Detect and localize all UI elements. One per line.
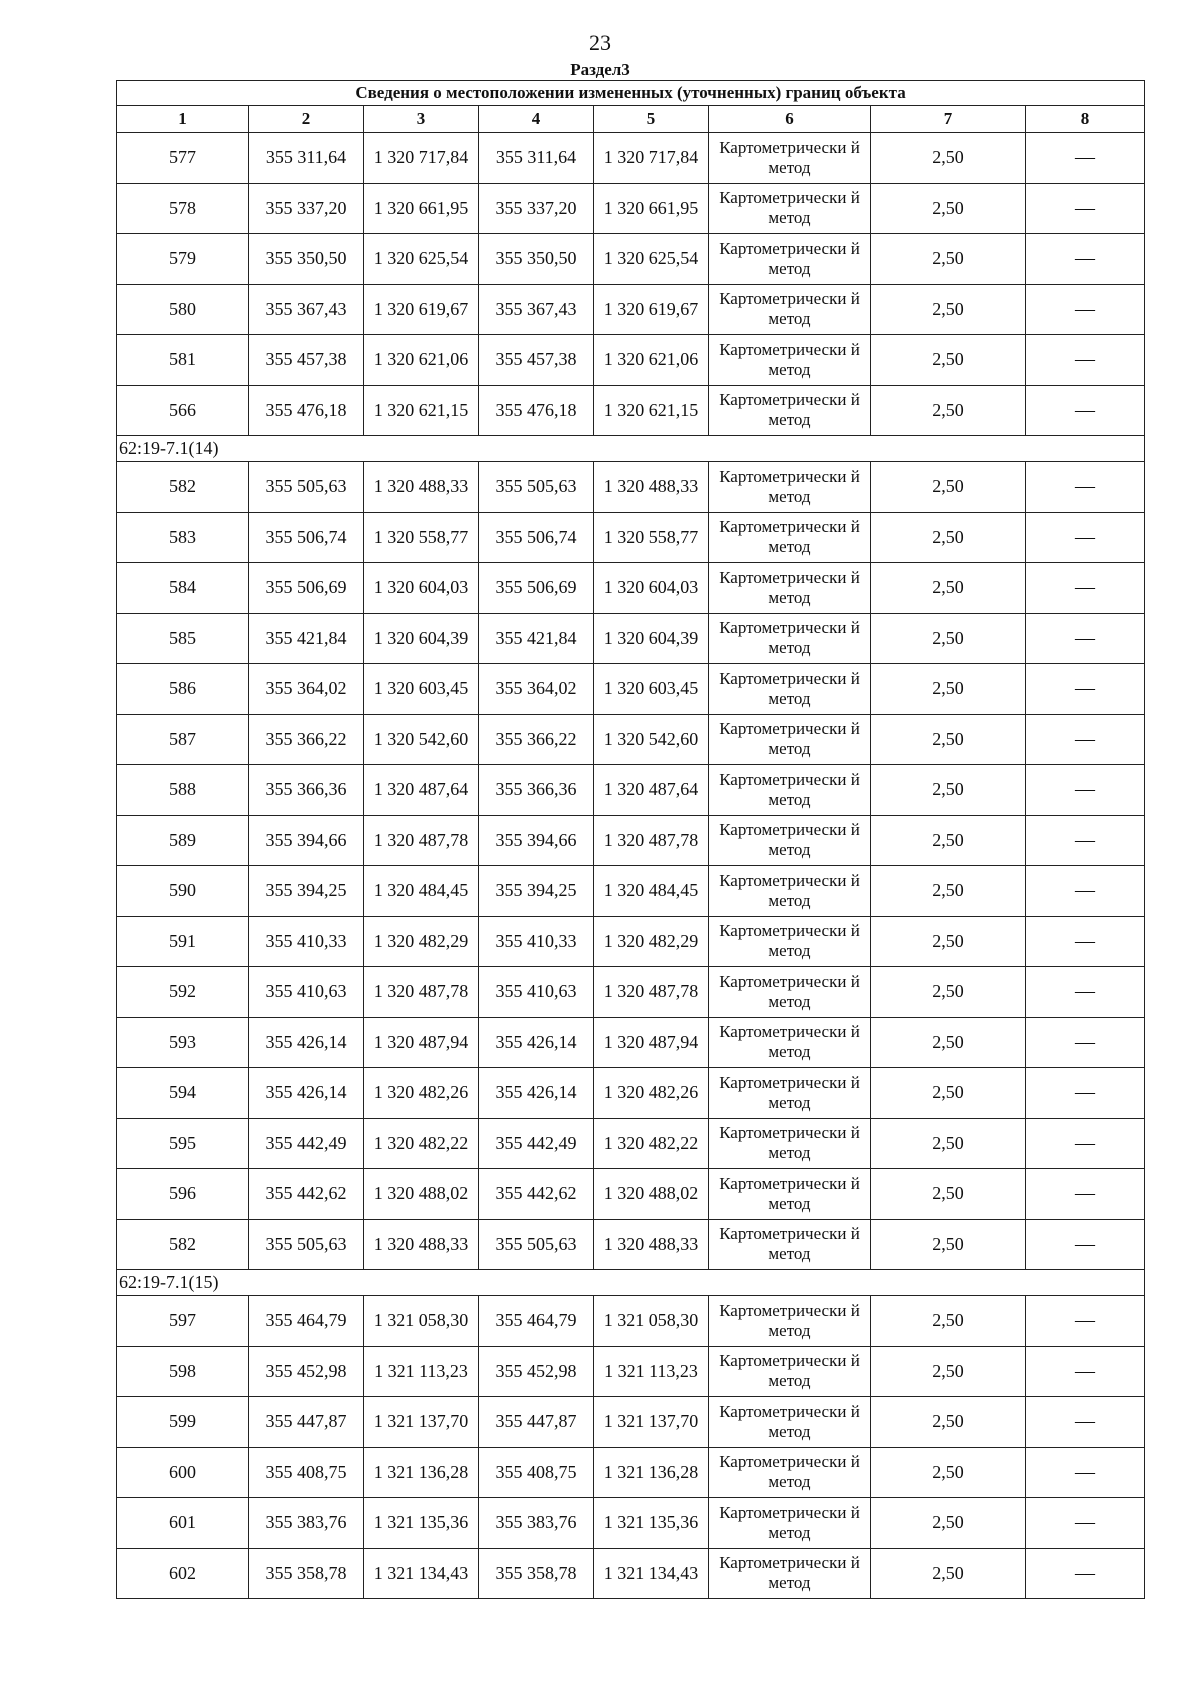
cell-col-1: 596 <box>117 1169 249 1220</box>
cell-col-8: — <box>1026 183 1145 234</box>
cell-col-1: 591 <box>117 916 249 967</box>
group-label: 62:19-7.1(15) <box>117 1270 1145 1296</box>
table-row <box>117 563 1145 614</box>
cell-col-5: 1 321 136,28 <box>594 1447 709 1498</box>
cell-col-3: 1 320 487,94 <box>364 1017 479 1068</box>
cell-col-4: 355 457,38 <box>479 335 594 386</box>
cell-col-1: 602 <box>117 1548 249 1599</box>
table-row <box>117 133 1145 184</box>
cell-col-6: Картометрически й метод <box>709 284 871 335</box>
cell-col-6: Картометрически й метод <box>709 563 871 614</box>
cell-col-2: 355 447,87 <box>249 1397 364 1448</box>
cell-col-4: 355 426,14 <box>479 1017 594 1068</box>
cell-col-2: 355 394,25 <box>249 866 364 917</box>
cell-col-4: 355 410,63 <box>479 967 594 1018</box>
cell-col-8: — <box>1026 613 1145 664</box>
group-label: 62:19-7.1(14) <box>117 436 1145 462</box>
cell-col-5: 1 320 717,84 <box>594 133 709 184</box>
cell-col-8: — <box>1026 1548 1145 1599</box>
cell-col-6: Картометрически й метод <box>709 1017 871 1068</box>
cell-col-5: 1 320 488,02 <box>594 1169 709 1220</box>
cell-col-1: 593 <box>117 1017 249 1068</box>
cell-col-5: 1 321 135,36 <box>594 1498 709 1549</box>
cell-col-1: 600 <box>117 1447 249 1498</box>
cell-col-4: 355 311,64 <box>479 133 594 184</box>
cell-col-2: 355 442,62 <box>249 1169 364 1220</box>
cell-col-5: 1 320 482,29 <box>594 916 709 967</box>
cell-col-5: 1 320 484,45 <box>594 866 709 917</box>
cell-col-1: 580 <box>117 284 249 335</box>
column-number-row <box>117 106 1145 133</box>
cell-col-1: 582 <box>117 462 249 513</box>
table-row <box>117 1296 1145 1347</box>
cell-col-7: 2,50 <box>871 1447 1026 1498</box>
cell-col-2: 355 421,84 <box>249 613 364 664</box>
cell-col-6: Картометрически й метод <box>709 385 871 436</box>
column-number-1: 1 <box>117 106 249 133</box>
cell-col-6: Картометрически й метод <box>709 512 871 563</box>
cell-col-7: 2,50 <box>871 563 1026 614</box>
cell-col-8: — <box>1026 916 1145 967</box>
cell-col-2: 355 476,18 <box>249 385 364 436</box>
cell-col-4: 355 464,79 <box>479 1296 594 1347</box>
cell-col-7: 2,50 <box>871 664 1026 715</box>
table-row <box>117 385 1145 436</box>
cell-col-6: Картометрически й метод <box>709 714 871 765</box>
cell-col-3: 1 320 482,29 <box>364 916 479 967</box>
table-caption: Сведения о местоположении измененных (уточненных) границ объекта <box>117 81 1145 106</box>
table-row <box>117 714 1145 765</box>
cell-col-6: Картометрически й метод <box>709 1548 871 1599</box>
cell-col-7: 2,50 <box>871 815 1026 866</box>
cell-col-8: — <box>1026 133 1145 184</box>
cell-col-8: — <box>1026 714 1145 765</box>
cell-col-4: 355 337,20 <box>479 183 594 234</box>
cell-col-4: 355 426,14 <box>479 1068 594 1119</box>
cell-col-2: 355 426,14 <box>249 1068 364 1119</box>
cell-col-2: 355 358,78 <box>249 1548 364 1599</box>
cell-col-2: 355 337,20 <box>249 183 364 234</box>
cell-col-5: 1 321 113,23 <box>594 1346 709 1397</box>
cell-col-7: 2,50 <box>871 866 1026 917</box>
cell-col-4: 355 476,18 <box>479 385 594 436</box>
table-row <box>117 1447 1145 1498</box>
table-row <box>117 815 1145 866</box>
cell-col-7: 2,50 <box>871 916 1026 967</box>
cell-col-4: 355 394,66 <box>479 815 594 866</box>
column-number-8: 8 <box>1026 106 1145 133</box>
table-row <box>117 1017 1145 1068</box>
cell-col-4: 355 442,49 <box>479 1118 594 1169</box>
cell-col-2: 355 366,36 <box>249 765 364 816</box>
cell-col-2: 355 505,63 <box>249 462 364 513</box>
boundary-coordinates-table <box>116 80 1145 1599</box>
cell-col-5: 1 321 058,30 <box>594 1296 709 1347</box>
cell-col-3: 1 320 484,45 <box>364 866 479 917</box>
cell-col-3: 1 321 136,28 <box>364 1447 479 1498</box>
cell-col-8: — <box>1026 664 1145 715</box>
cell-col-5: 1 320 604,39 <box>594 613 709 664</box>
column-number-5: 5 <box>594 106 709 133</box>
cell-col-5: 1 320 487,78 <box>594 815 709 866</box>
cell-col-5: 1 320 603,45 <box>594 664 709 715</box>
table-row <box>117 967 1145 1018</box>
table-body <box>117 133 1145 1599</box>
cell-col-1: 582 <box>117 1219 249 1270</box>
cell-col-5: 1 320 625,54 <box>594 234 709 285</box>
cell-col-7: 2,50 <box>871 1346 1026 1397</box>
cell-col-3: 1 320 625,54 <box>364 234 479 285</box>
table-row <box>117 284 1145 335</box>
cell-col-8: — <box>1026 563 1145 614</box>
cell-col-7: 2,50 <box>871 183 1026 234</box>
cell-col-7: 2,50 <box>871 512 1026 563</box>
cell-col-1: 566 <box>117 385 249 436</box>
table-row <box>117 1397 1145 1448</box>
cell-col-3: 1 320 621,15 <box>364 385 479 436</box>
cell-col-4: 355 366,36 <box>479 765 594 816</box>
table-row <box>117 1498 1145 1549</box>
cell-col-6: Картометрически й метод <box>709 1346 871 1397</box>
cell-col-1: 595 <box>117 1118 249 1169</box>
cell-col-2: 355 394,66 <box>249 815 364 866</box>
cell-col-7: 2,50 <box>871 967 1026 1018</box>
cell-col-2: 355 366,22 <box>249 714 364 765</box>
cell-col-4: 355 364,02 <box>479 664 594 715</box>
cell-col-5: 1 320 487,64 <box>594 765 709 816</box>
cell-col-5: 1 320 482,26 <box>594 1068 709 1119</box>
cell-col-7: 2,50 <box>871 462 1026 513</box>
column-number-7: 7 <box>871 106 1026 133</box>
section-title: Раздел3 <box>570 60 630 79</box>
cell-col-8: — <box>1026 1447 1145 1498</box>
cell-col-3: 1 321 113,23 <box>364 1346 479 1397</box>
cell-col-3: 1 320 621,06 <box>364 335 479 386</box>
cell-col-2: 355 426,14 <box>249 1017 364 1068</box>
cell-col-1: 577 <box>117 133 249 184</box>
cell-col-6: Картометрически й метод <box>709 1068 871 1119</box>
cell-col-6: Картометрически й метод <box>709 1498 871 1549</box>
cell-col-8: — <box>1026 815 1145 866</box>
cell-col-6: Картометрически й метод <box>709 916 871 967</box>
cell-col-4: 355 408,75 <box>479 1447 594 1498</box>
cell-col-7: 2,50 <box>871 714 1026 765</box>
cell-col-3: 1 321 137,70 <box>364 1397 479 1448</box>
cell-col-8: — <box>1026 1118 1145 1169</box>
cell-col-1: 585 <box>117 613 249 664</box>
table-row <box>117 183 1145 234</box>
cell-col-5: 1 321 134,43 <box>594 1548 709 1599</box>
cell-col-5: 1 320 558,77 <box>594 512 709 563</box>
cell-col-3: 1 321 134,43 <box>364 1548 479 1599</box>
table-row <box>117 335 1145 386</box>
cell-col-5: 1 320 604,03 <box>594 563 709 614</box>
cell-col-8: — <box>1026 765 1145 816</box>
cell-col-2: 355 367,43 <box>249 284 364 335</box>
cell-col-1: 579 <box>117 234 249 285</box>
cell-col-2: 355 410,33 <box>249 916 364 967</box>
cell-col-1: 587 <box>117 714 249 765</box>
cell-col-8: — <box>1026 1397 1145 1448</box>
table-row <box>117 613 1145 664</box>
cell-col-8: — <box>1026 967 1145 1018</box>
table-row <box>117 462 1145 513</box>
cell-col-8: — <box>1026 1068 1145 1119</box>
group-header-row <box>117 436 1145 462</box>
column-number-4: 4 <box>479 106 594 133</box>
table-row <box>117 512 1145 563</box>
cell-col-1: 581 <box>117 335 249 386</box>
cell-col-6: Картометрически й метод <box>709 133 871 184</box>
cell-col-4: 355 358,78 <box>479 1548 594 1599</box>
cell-col-8: — <box>1026 284 1145 335</box>
cell-col-7: 2,50 <box>871 1169 1026 1220</box>
cell-col-5: 1 320 487,78 <box>594 967 709 1018</box>
cell-col-5: 1 320 619,67 <box>594 284 709 335</box>
cell-col-8: — <box>1026 385 1145 436</box>
cell-col-2: 355 350,50 <box>249 234 364 285</box>
cell-col-5: 1 320 661,95 <box>594 183 709 234</box>
cell-col-4: 355 350,50 <box>479 234 594 285</box>
cell-col-5: 1 320 487,94 <box>594 1017 709 1068</box>
cell-col-3: 1 320 558,77 <box>364 512 479 563</box>
table-row <box>117 916 1145 967</box>
cell-col-4: 355 506,69 <box>479 563 594 614</box>
cell-col-3: 1 320 717,84 <box>364 133 479 184</box>
cell-col-2: 355 408,75 <box>249 1447 364 1498</box>
cell-col-4: 355 505,63 <box>479 1219 594 1270</box>
table-row <box>117 234 1145 285</box>
table-row <box>117 1219 1145 1270</box>
cell-col-3: 1 320 488,33 <box>364 462 479 513</box>
cell-col-4: 355 383,76 <box>479 1498 594 1549</box>
cell-col-4: 355 505,63 <box>479 462 594 513</box>
cell-col-2: 355 457,38 <box>249 335 364 386</box>
cell-col-7: 2,50 <box>871 1118 1026 1169</box>
page-number: 23 <box>589 30 611 55</box>
cell-col-5: 1 320 488,33 <box>594 462 709 513</box>
cell-col-2: 355 311,64 <box>249 133 364 184</box>
cell-col-4: 355 367,43 <box>479 284 594 335</box>
table-row <box>117 1068 1145 1119</box>
cell-col-6: Картометрически й метод <box>709 335 871 386</box>
cell-col-2: 355 506,74 <box>249 512 364 563</box>
cell-col-7: 2,50 <box>871 1296 1026 1347</box>
cell-col-3: 1 320 604,03 <box>364 563 479 614</box>
cell-col-4: 355 452,98 <box>479 1346 594 1397</box>
cell-col-5: 1 320 488,33 <box>594 1219 709 1270</box>
cell-col-5: 1 320 621,15 <box>594 385 709 436</box>
cell-col-5: 1 320 542,60 <box>594 714 709 765</box>
cell-col-3: 1 320 542,60 <box>364 714 479 765</box>
cell-col-1: 578 <box>117 183 249 234</box>
cell-col-8: — <box>1026 1017 1145 1068</box>
cell-col-2: 355 452,98 <box>249 1346 364 1397</box>
cell-col-8: — <box>1026 1169 1145 1220</box>
cell-col-3: 1 320 487,78 <box>364 967 479 1018</box>
cell-col-6: Картометрически й метод <box>709 1447 871 1498</box>
cell-col-7: 2,50 <box>871 385 1026 436</box>
cell-col-1: 601 <box>117 1498 249 1549</box>
cell-col-7: 2,50 <box>871 133 1026 184</box>
cell-col-6: Картометрически й метод <box>709 765 871 816</box>
cell-col-2: 355 464,79 <box>249 1296 364 1347</box>
cell-col-7: 2,50 <box>871 1068 1026 1119</box>
column-number-2: 2 <box>249 106 364 133</box>
cell-col-6: Картометрически й метод <box>709 1118 871 1169</box>
cell-col-2: 355 383,76 <box>249 1498 364 1549</box>
cell-col-6: Картометрически й метод <box>709 462 871 513</box>
cell-col-3: 1 320 487,78 <box>364 815 479 866</box>
cell-col-1: 592 <box>117 967 249 1018</box>
cell-col-3: 1 321 135,36 <box>364 1498 479 1549</box>
cell-col-7: 2,50 <box>871 234 1026 285</box>
table-row <box>117 1548 1145 1599</box>
cell-col-6: Картометрически й метод <box>709 613 871 664</box>
cell-col-3: 1 320 482,26 <box>364 1068 479 1119</box>
cell-col-2: 355 442,49 <box>249 1118 364 1169</box>
cell-col-5: 1 321 137,70 <box>594 1397 709 1448</box>
cell-col-7: 2,50 <box>871 284 1026 335</box>
cell-col-7: 2,50 <box>871 1548 1026 1599</box>
cell-col-7: 2,50 <box>871 1397 1026 1448</box>
cell-col-7: 2,50 <box>871 1219 1026 1270</box>
cell-col-5: 1 320 482,22 <box>594 1118 709 1169</box>
cell-col-8: — <box>1026 234 1145 285</box>
cell-col-3: 1 320 487,64 <box>364 765 479 816</box>
cell-col-8: — <box>1026 462 1145 513</box>
table-row <box>117 1169 1145 1220</box>
cell-col-6: Картометрически й метод <box>709 1219 871 1270</box>
cell-col-3: 1 320 488,33 <box>364 1219 479 1270</box>
cell-col-6: Картометрически й метод <box>709 967 871 1018</box>
cell-col-8: — <box>1026 1296 1145 1347</box>
group-header-row <box>117 1270 1145 1296</box>
cell-col-4: 355 366,22 <box>479 714 594 765</box>
cell-col-3: 1 320 603,45 <box>364 664 479 715</box>
cell-col-4: 355 442,62 <box>479 1169 594 1220</box>
cell-col-7: 2,50 <box>871 335 1026 386</box>
cell-col-5: 1 320 621,06 <box>594 335 709 386</box>
cell-col-8: — <box>1026 1346 1145 1397</box>
cell-col-3: 1 320 482,22 <box>364 1118 479 1169</box>
cell-col-7: 2,50 <box>871 1498 1026 1549</box>
cell-col-6: Картометрически й метод <box>709 1169 871 1220</box>
cell-col-1: 589 <box>117 815 249 866</box>
cell-col-3: 1 320 604,39 <box>364 613 479 664</box>
cell-col-1: 586 <box>117 664 249 715</box>
table-caption-row <box>117 81 1145 106</box>
cell-col-3: 1 320 619,67 <box>364 284 479 335</box>
cell-col-2: 355 410,63 <box>249 967 364 1018</box>
cell-col-6: Картометрически й метод <box>709 664 871 715</box>
cell-col-6: Картометрически й метод <box>709 234 871 285</box>
cell-col-6: Картометрически й метод <box>709 815 871 866</box>
cell-col-1: 588 <box>117 765 249 816</box>
table-row <box>117 664 1145 715</box>
cell-col-1: 597 <box>117 1296 249 1347</box>
cell-col-2: 355 506,69 <box>249 563 364 614</box>
table-row <box>117 866 1145 917</box>
cell-col-7: 2,50 <box>871 1017 1026 1068</box>
cell-col-1: 598 <box>117 1346 249 1397</box>
cell-col-3: 1 320 661,95 <box>364 183 479 234</box>
cell-col-6: Картометрически й метод <box>709 1296 871 1347</box>
cell-col-1: 594 <box>117 1068 249 1119</box>
table-row <box>117 1346 1145 1397</box>
cell-col-3: 1 321 058,30 <box>364 1296 479 1347</box>
cell-col-6: Картометрически й метод <box>709 1397 871 1448</box>
cell-col-8: — <box>1026 335 1145 386</box>
cell-col-8: — <box>1026 1498 1145 1549</box>
table-row <box>117 765 1145 816</box>
cell-col-7: 2,50 <box>871 613 1026 664</box>
cell-col-1: 590 <box>117 866 249 917</box>
cell-col-8: — <box>1026 866 1145 917</box>
cell-col-1: 599 <box>117 1397 249 1448</box>
cell-col-6: Картометрически й метод <box>709 866 871 917</box>
cell-col-4: 355 421,84 <box>479 613 594 664</box>
cell-col-7: 2,50 <box>871 765 1026 816</box>
cell-col-8: — <box>1026 1219 1145 1270</box>
cell-col-6: Картометрически й метод <box>709 183 871 234</box>
cell-col-4: 355 506,74 <box>479 512 594 563</box>
column-number-6: 6 <box>709 106 871 133</box>
cell-col-3: 1 320 488,02 <box>364 1169 479 1220</box>
cell-col-2: 355 505,63 <box>249 1219 364 1270</box>
cell-col-1: 584 <box>117 563 249 614</box>
cell-col-4: 355 410,33 <box>479 916 594 967</box>
table-row <box>117 1118 1145 1169</box>
cell-col-2: 355 364,02 <box>249 664 364 715</box>
cell-col-1: 583 <box>117 512 249 563</box>
cell-col-4: 355 447,87 <box>479 1397 594 1448</box>
column-number-3: 3 <box>364 106 479 133</box>
cell-col-4: 355 394,25 <box>479 866 594 917</box>
cell-col-8: — <box>1026 512 1145 563</box>
